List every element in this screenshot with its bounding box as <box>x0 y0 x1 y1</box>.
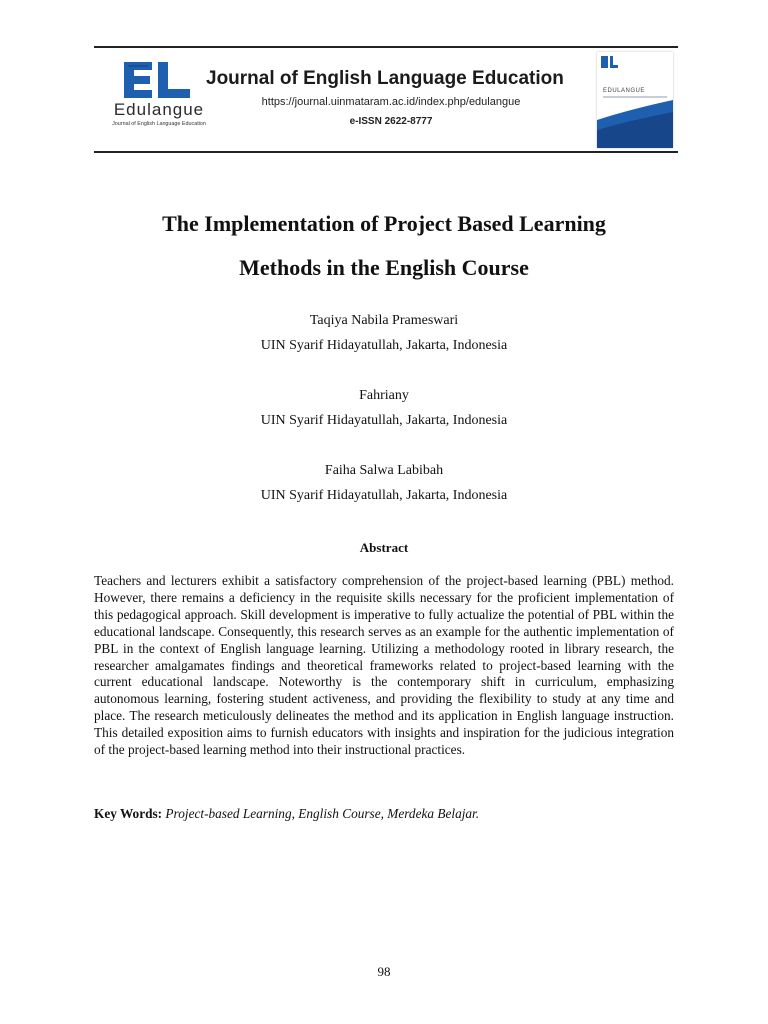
keywords-list: Project-based Learning, English Course, Merdeka Belajar. <box>165 806 480 821</box>
paper-title <box>80 202 688 290</box>
abstract-heading: Abstract <box>359 540 409 555</box>
author-name: Fahriany <box>359 388 409 403</box>
cover-subtitle-line <box>603 96 667 98</box>
journal-title: Journal of English Language Education <box>206 68 564 89</box>
header-bottom-rule <box>94 151 678 153</box>
author-affiliation: UIN Syarif Hidayatullah, Jakarta, Indonesia <box>260 338 508 353</box>
author-affiliation: UIN Syarif Hidayatullah, Jakarta, Indonesia <box>260 488 508 503</box>
author-name: Faiha Salwa Labibah <box>324 463 444 478</box>
author-affiliation: UIN Syarif Hidayatullah, Jakarta, Indonesia <box>260 413 508 428</box>
cover-wave-graphic <box>597 100 673 148</box>
logo-wordmark: Edulangue <box>113 100 205 119</box>
journal-cover-thumbnail <box>597 52 673 148</box>
paper-title-line-2: Methods in the English Course <box>239 255 529 280</box>
keywords-label: Key Words: <box>94 806 163 821</box>
header-top-rule <box>94 46 678 48</box>
journal-issn: e-ISSN 2622-8777 <box>349 116 433 127</box>
cover-journal-name: EDULANGUE <box>603 88 645 94</box>
journal-url[interactable]: https://journal.uinmataram.ac.id/index.php/edulangue <box>261 96 521 108</box>
logo-subtitle: Journal of English Language Education <box>112 121 206 127</box>
page-number: 98 <box>377 964 391 979</box>
author-name: Taqiya Nabila Prameswari <box>309 313 459 328</box>
keywords-line <box>94 806 674 822</box>
el-logo-icon <box>122 58 194 102</box>
cover-logo-icon <box>601 56 619 68</box>
journal-logo <box>100 58 218 134</box>
paper-title-line-1: The Implementation of Project Based Learning <box>162 211 606 236</box>
abstract-body: Teachers and lecturers exhibit a satisfactory comprehension of the project-based learning (PBL) method. However, there remains a deficiency in the requisite skills necessary for the proficient implementation of this pedagogical approach. Skill development is imperative to fully actualize the potential of PBL within the educational landscape. Consequently, this research serves as an example for the authentic implementation of PBL in the context of English language learning. Utilizing a methodology rooted in library research, the researcher amalgamates findings and theoretical frameworks related to project-based learning with the current educational landscape. Noteworthy is the contemporary shift in curriculum, emphasizing autonomous learning, fostering student activeness, and providing the flexibility to study at any time and place. The research meticulously delineates the method and its application in English language instruction. This detailed exposition aims to furnish educators with insights and inspiration for the judicious integration of the project-based learning method into their instructional practices. <box>94 573 674 758</box>
